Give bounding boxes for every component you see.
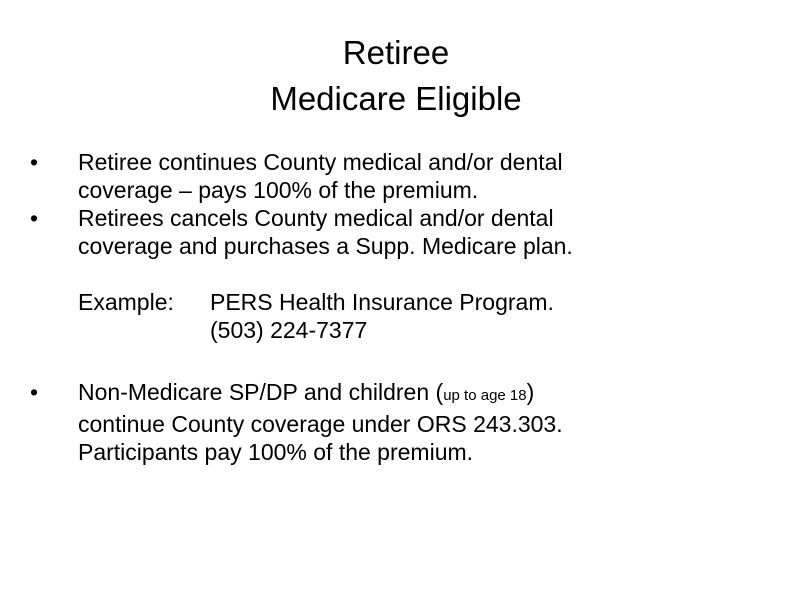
title-line-1: Retiree	[342, 34, 450, 71]
bullet-text-line: Retirees cancels County medical and/or dental	[78, 205, 554, 231]
bullet-item	[30, 148, 770, 204]
example-row	[78, 316, 770, 344]
title-line-2: Medicare Eligible	[270, 80, 522, 117]
bullet-text-segment: Non-Medicare SP/DP and children (	[78, 379, 444, 405]
bullet-text-line: Retiree continues County medical and/or dental	[78, 149, 563, 175]
bullet-text-segment: )	[526, 379, 535, 405]
example-program: PERS Health Insurance Program.	[210, 289, 554, 315]
example-label: Example:	[78, 289, 174, 315]
bullet-dot-icon: •	[30, 149, 39, 175]
bullet-item	[30, 204, 770, 260]
slide-body	[30, 148, 770, 466]
example-phone: (503) 224-7377	[210, 317, 368, 343]
bullet-text-line: continue County coverage under ORS 243.303.	[78, 411, 563, 437]
slide-title	[0, 30, 792, 122]
bullet-dot-icon: •	[30, 379, 39, 405]
example-block	[30, 288, 770, 344]
example-label-spacer	[78, 316, 210, 344]
bullet-text-line: Participants pay 100% of the premium.	[78, 439, 474, 465]
age-note: up to age 18	[443, 387, 527, 404]
bullet-text-line	[78, 378, 770, 410]
bullet-dot-icon: •	[30, 205, 39, 231]
bullet-text-line: coverage – pays 100% of the premium.	[78, 177, 479, 203]
example-row	[78, 288, 770, 316]
bullet-item	[30, 378, 770, 466]
bullet-text-line: coverage and purchases a Supp. Medicare plan.	[78, 233, 573, 259]
